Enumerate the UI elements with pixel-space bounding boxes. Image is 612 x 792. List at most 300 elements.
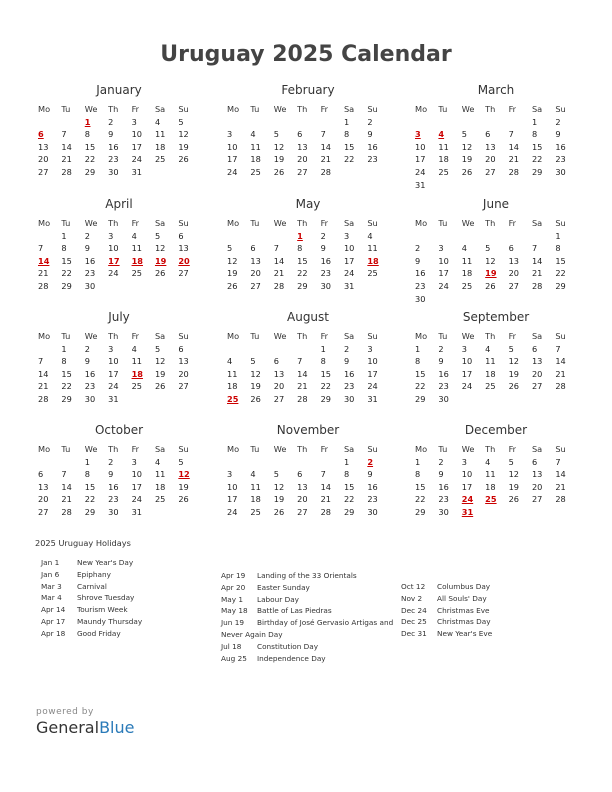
calendar-day: 20 [297,494,308,505]
calendar-day: 4 [250,129,256,140]
weekday-header: Fr [131,104,140,114]
calendar-day: 30 [438,506,449,517]
calendar-day: 21 [273,268,285,279]
calendar-day: 12 [273,481,285,492]
calendar-day: 28 [531,280,543,291]
calendar-day: 11 [485,469,496,480]
holiday-row [41,604,142,616]
holiday-day: 18 [131,255,143,266]
calendar-day: 20 [297,154,308,165]
calendar-day: 7 [508,129,514,140]
calendar-day: 23 [343,381,355,392]
calendar-day: 28 [320,166,331,177]
calendar-day: 2 [367,116,373,127]
calendar-day: 30 [438,393,449,404]
holiday-date: Aug 25 [221,653,247,663]
calendar-day: 22 [320,381,331,392]
calendar-day: 6 [250,243,256,254]
calendar-day: 5 [227,243,233,254]
calendar-day: 5 [508,343,514,354]
month-name: August [287,310,329,324]
calendar-day: 1 [320,343,326,354]
calendar-day: 16 [343,368,355,379]
month-name: March [477,83,515,97]
calendar-day: 20 [485,154,496,165]
calendar-day: 14 [320,481,331,492]
calendar-day: 25 [461,280,473,291]
calendar-day: 6 [297,129,303,140]
holiday-column [41,557,142,640]
weekday-header: Fr [508,444,517,454]
calendar-day: 14 [531,255,543,266]
calendar-day: 30 [84,280,96,291]
calendar-day: 12 [485,255,496,266]
calendar-day: 22 [343,154,355,165]
calendar-day: 11 [367,243,378,254]
weekday-header: Fr [131,218,140,228]
calendar-day: 23 [108,154,119,165]
calendar-day: 13 [297,481,308,492]
calendar-day: 3 [131,116,137,127]
holiday-column [401,581,492,640]
calendar-day: 22 [84,494,96,505]
calendar-day: 4 [154,116,161,127]
calendar-day: 9 [320,243,326,254]
weekday-header: We [461,218,475,228]
calendar-day: 6 [38,469,44,480]
empty-day [484,116,507,129]
calendar-day: 10 [131,469,142,480]
holiday-day: 20 [178,255,190,266]
calendar-day: 27 [178,381,189,392]
holiday-date: Nov 2 [401,593,423,603]
calendar-day: 30 [367,506,378,517]
calendar-day: 3 [343,230,350,241]
calendar-day: 15 [84,141,96,152]
empty-day [37,230,60,243]
calendar-day: 8 [343,469,350,480]
calendar-day: 19 [250,381,261,392]
empty-day [484,230,507,243]
weekday-header: Sa [531,444,543,454]
holiday-name: Easter Sunday [257,582,310,592]
calendar-day: 29 [320,393,331,404]
calendar-day: 14 [297,368,308,379]
calendar-day: 29 [343,506,355,517]
calendar-day: 11 [438,141,449,152]
calendar-day: 2 [108,116,114,127]
calendar-day: 15 [415,481,426,492]
calendar-day: 7 [320,129,326,140]
holiday-date: Jun 19 [221,618,245,628]
holiday-date: Jul 18 [221,641,242,651]
weekday-header: We [273,218,287,228]
calendar-day: 20 [250,268,261,279]
calendar-day: 28 [273,280,285,291]
weekday-header: Th [297,331,308,341]
weekday-header: Su [178,104,189,114]
calendar-day: 15 [320,368,331,379]
calendar-day: 22 [555,268,566,279]
weekday-header: Sa [154,331,166,341]
calendar-day: 6 [508,243,514,254]
holiday-name: Shrove Tuesday [77,593,135,603]
holiday-row [221,641,393,653]
holiday-name: Maundy Thursday [77,616,143,626]
calendar-day: 11 [131,356,142,367]
weekday-header: Sa [343,331,355,341]
calendar-day: 24 [108,268,119,279]
calendar-day: 10 [343,243,355,254]
holiday-row [221,617,393,629]
calendar-day: 23 [84,381,96,392]
month-name: April [105,197,133,211]
holiday-row [41,569,142,581]
calendar-day: 17 [227,494,238,505]
calendar-day: 18 [154,481,166,492]
weekday-header: Fr [508,218,517,228]
calendar-day: 18 [154,141,166,152]
weekday-header: Sa [343,104,355,114]
calendar-day: 22 [61,381,72,392]
calendar-day: 28 [555,494,566,505]
calendar-day: 5 [178,116,184,127]
calendar-day: 20 [508,268,519,279]
calendar-day: 31 [343,280,355,291]
month-days-grid [414,443,578,519]
calendar-day: 31 [108,393,119,404]
calendar-day: 6 [297,469,303,480]
empty-day [296,343,319,356]
calendar-day: 1 [555,230,561,241]
calendar-day: 21 [61,154,72,165]
calendar-day: 13 [178,356,189,367]
holiday-name: Carnival [77,581,107,591]
weekday-header: Th [485,444,496,454]
calendar-day: 12 [178,129,189,140]
calendar-day: 5 [154,230,161,241]
brand-blue: Blue [99,718,135,737]
calendar-day: 24 [108,381,119,392]
holiday-row [401,581,492,593]
month-january [37,83,201,179]
calendar-day: 7 [38,243,44,254]
calendar-day: 10 [227,141,238,152]
empty-day [249,456,272,469]
holiday-row [221,594,393,606]
holiday-day: 24 [461,494,474,505]
calendar-day: 20 [178,368,189,379]
month-october [37,423,201,519]
weekday-header: Su [367,218,378,228]
weekday-header: Sa [531,331,543,341]
calendar-day: 25 [367,268,378,279]
calendar-day: 23 [108,494,119,505]
weekday-header: Mo [227,104,240,114]
month-days-grid [37,443,201,519]
weekday-header: Th [297,444,308,454]
calendar-day: 16 [367,141,378,152]
calendar-day: 2 [84,230,90,241]
holiday-date: Oct 12 [401,582,426,591]
empty-day [226,230,249,243]
empty-day [273,343,296,356]
calendar-day: 12 [273,141,285,152]
calendar-day: 29 [84,506,96,517]
calendar-day: 2 [84,343,90,354]
calendar-day: 11 [131,243,142,254]
holiday-day: 1 [84,116,91,127]
weekday-header: Mo [38,444,51,454]
calendar-day: 25 [485,381,496,392]
calendar-day: 31 [131,166,142,177]
calendar-day: 16 [108,141,119,152]
calendar-day: 17 [415,154,426,165]
weekday-header: We [273,331,287,341]
weekday-header: Sa [343,444,355,454]
calendar-day: 16 [367,481,378,492]
calendar-day: 5 [273,469,279,480]
calendar-day: 3 [438,243,444,254]
calendar-day: 15 [531,141,543,152]
calendar-day: 8 [84,469,90,480]
month-name: January [96,83,142,97]
calendar-day: 16 [438,368,449,379]
empty-day [37,116,60,129]
empty-day [414,230,437,243]
calendar-day: 12 [154,243,166,254]
weekday-header: Th [108,331,119,341]
month-name: May [295,197,321,211]
holiday-name: New Year's Eve [437,629,493,639]
weekday-header: We [461,331,475,341]
calendar-day: 19 [273,154,285,165]
month-days-grid [414,217,578,305]
calendar-day: 13 [508,255,519,266]
calendar-day: 26 [154,381,166,392]
calendar-day: 7 [555,343,561,354]
month-days-grid [414,103,578,191]
weekday-header: Tu [250,104,260,114]
weekday-header: Mo [227,444,240,454]
month-name: October [94,423,144,437]
holiday-day: 25 [227,393,239,404]
holiday-date: Jan 1 [41,558,60,567]
holiday-name: Tourism Week [77,605,128,615]
calendar-day: 9 [367,469,373,480]
weekday-header: We [84,331,98,341]
calendar-day: 29 [61,393,72,404]
calendar-day: 21 [555,481,566,492]
empty-day [320,456,343,469]
weekday-header: Sa [343,218,355,228]
calendar-day: 12 [154,356,166,367]
month-july [37,310,201,406]
calendar-day: 31 [367,393,378,404]
empty-day [508,230,531,243]
calendar-day: 27 [38,506,49,517]
weekday-header: Th [297,218,308,228]
calendar-day: 1 [343,456,350,467]
weekday-header: Th [108,104,119,114]
empty-day [226,116,249,129]
calendar-day: 17 [131,141,142,152]
calendar-day: 10 [131,129,142,140]
calendar-day: 30 [108,506,119,517]
calendar-day: 26 [227,280,238,291]
calendar-day: 7 [61,469,67,480]
holiday-date: Apr 18 [41,628,66,638]
calendar-day: 17 [131,481,142,492]
calendar-day: 4 [131,230,137,241]
holiday-name: All Souls' Day [437,593,487,603]
weekday-header: Su [178,218,189,228]
brand-logo[interactable] [36,718,134,737]
holiday-date: Dec 24 [401,605,427,615]
holiday-row [221,653,393,665]
calendar-day: 3 [461,456,467,467]
calendar-day: 15 [84,481,96,492]
calendar-day: 26 [178,154,189,165]
calendar-day: 8 [84,129,90,140]
calendar-day: 9 [438,356,444,367]
empty-day [461,116,484,129]
calendar-day: 9 [367,129,373,140]
calendar-day: 19 [461,154,473,165]
calendar-day: 10 [438,255,449,266]
calendar-day: 8 [415,469,421,480]
calendar-day: 9 [415,255,421,266]
calendar-day: 3 [227,469,233,480]
calendar-day: 8 [297,243,303,254]
month-days-grid [226,103,390,179]
holiday-day: 17 [108,255,120,266]
calendar-day: 31 [415,179,426,190]
calendar-day: 5 [178,456,184,467]
holiday-day: 18 [367,255,379,266]
empty-day [273,116,296,129]
weekday-header: We [84,444,98,454]
calendar-day: 10 [461,469,473,480]
calendar-day: 15 [343,141,355,152]
holiday-name: Good Friday [77,628,121,638]
calendar-day: 17 [461,368,473,379]
weekday-header: Fr [320,218,329,228]
empty-day [437,230,460,243]
holiday-row [41,557,142,569]
holiday-date: May 1 [221,594,244,604]
calendar-day: 25 [131,381,142,392]
calendar-day: 2 [555,116,561,127]
empty-day [273,456,296,469]
empty-day [226,456,249,469]
calendar-day: 11 [250,481,261,492]
calendar-day: 6 [531,456,538,467]
calendar-day: 26 [178,494,189,505]
weekday-header: Su [367,104,378,114]
calendar-day: 4 [131,343,137,354]
calendar-day: 26 [485,280,496,291]
empty-day [226,343,249,356]
weekday-header: We [461,444,475,454]
month-september [414,310,578,406]
calendar-day: 23 [438,381,449,392]
calendar-day: 14 [61,141,72,152]
calendar-day: 4 [227,356,233,367]
calendar-day: 8 [415,356,421,367]
calendar-day: 17 [108,368,119,379]
calendar-day: 2 [438,456,444,467]
holiday-row [221,605,393,617]
calendar-day: 17 [227,154,238,165]
calendar-day: 16 [108,481,119,492]
calendar-day: 24 [131,154,142,165]
holiday-date: Apr 20 [221,582,246,592]
calendar-day: 8 [343,129,350,140]
holiday-row [401,593,492,605]
calendar-day: 19 [154,368,166,379]
calendar-day: 16 [555,141,566,152]
calendar-day: 21 [555,368,566,379]
weekday-header: Su [555,444,566,454]
calendar-day: 11 [154,129,166,140]
empty-day [437,116,460,129]
holiday-name: Independence Day [257,653,326,663]
weekday-header: Tu [438,218,448,228]
calendar-day: 2 [438,343,444,354]
calendar-day: 4 [485,343,491,354]
calendar-day: 22 [61,268,72,279]
weekday-header: Su [367,331,378,341]
calendar-day: 9 [108,469,114,480]
calendar-day: 1 [415,456,421,467]
holiday-name: Christmas Eve [437,605,490,615]
calendar-day: 22 [415,494,426,505]
month-days-grid [37,330,201,406]
calendar-day: 3 [108,343,114,354]
calendar-day: 22 [297,268,308,279]
calendar-day: 18 [485,368,496,379]
calendar-day: 12 [461,141,473,152]
calendar-day: 28 [38,280,49,291]
weekday-header: We [84,104,98,114]
calendar-day: 4 [461,243,467,254]
weekday-header: Mo [415,331,428,341]
calendar-day: 27 [531,381,543,392]
holiday-row [41,628,142,640]
calendar-day: 15 [415,368,426,379]
calendar-day: 23 [438,494,449,505]
weekday-header: We [461,104,475,114]
holiday-row [41,616,142,628]
empty-day [508,116,531,129]
calendar-day: 15 [343,481,355,492]
holiday-day: 6 [38,129,44,140]
calendar-day: 9 [438,469,444,480]
calendar-day: 13 [250,255,261,266]
month-february [226,83,390,179]
calendar-day: 15 [61,368,72,379]
calendar-day: 12 [250,368,261,379]
calendar-day: 8 [531,129,538,140]
calendar-day: 27 [178,268,189,279]
calendar-day: 20 [273,381,285,392]
holiday-day: 2 [367,456,374,467]
calendar-day: 9 [555,129,561,140]
calendar-day: 25 [131,268,142,279]
weekday-header: Su [555,104,566,114]
holiday-day: 31 [461,506,474,517]
